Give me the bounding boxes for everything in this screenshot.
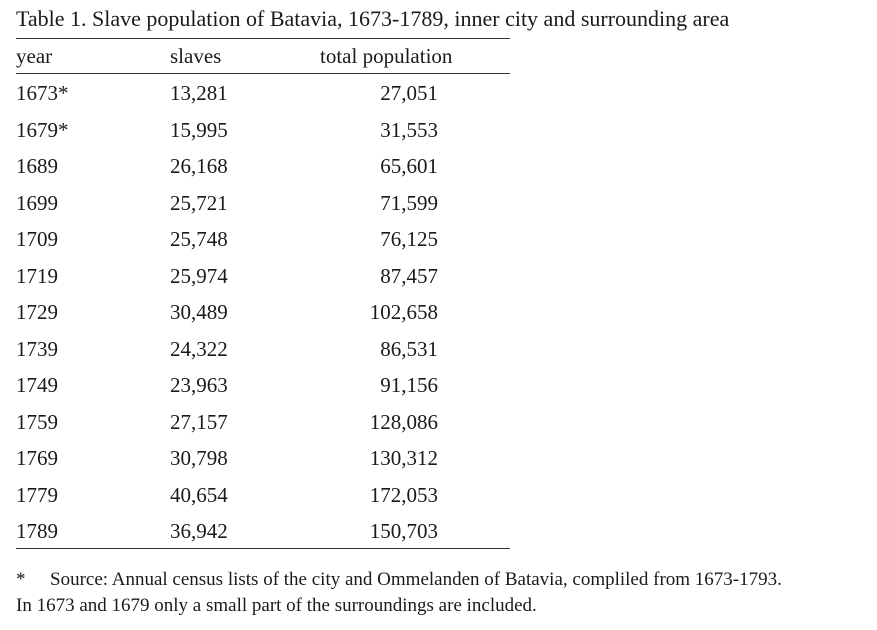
- table-row: [16, 187, 510, 219]
- cell-year: 1673*: [16, 81, 69, 105]
- cell-total-population: 102,658: [369, 300, 438, 324]
- cell-year: 1769: [16, 446, 58, 470]
- cell-slaves: 24,322: [170, 336, 228, 361]
- cell-year: 1729: [16, 300, 58, 324]
- table-footnote-line-1: [16, 567, 871, 593]
- table-bottom-rule: [16, 548, 510, 549]
- cell-slaves: 36,942: [170, 519, 228, 543]
- table-row: [16, 114, 510, 146]
- cell-slaves: 13,281: [170, 81, 228, 105]
- table-row: [16, 260, 510, 292]
- cell-total-population: 71,599: [380, 190, 438, 215]
- table-row: [16, 77, 510, 109]
- cell-year: 1709: [16, 227, 58, 251]
- table-row: [16, 479, 510, 511]
- header-total-population: total population: [320, 44, 453, 68]
- table-row: [16, 369, 510, 401]
- footnote-marker: *: [16, 569, 26, 590]
- cell-total-population: 172,053: [369, 482, 438, 507]
- cell-slaves: 27,157: [170, 409, 228, 434]
- cell-total-population: 87,457: [380, 263, 438, 288]
- table-row: [16, 406, 510, 438]
- cell-total-population: 76,125: [380, 227, 438, 251]
- cell-slaves: 25,721: [170, 190, 228, 215]
- header-year: year: [16, 44, 53, 68]
- header-slaves: slaves: [170, 44, 222, 68]
- table-row: [16, 150, 510, 182]
- cell-slaves: 25,974: [170, 263, 228, 288]
- table-row: [16, 333, 510, 365]
- table-row: [16, 223, 510, 255]
- cell-total-population: 91,156: [380, 373, 438, 397]
- cell-slaves: 25,748: [170, 227, 228, 251]
- cell-slaves: 26,168: [170, 154, 228, 178]
- cell-year: 1739: [16, 336, 58, 361]
- cell-year: 1749: [16, 373, 58, 397]
- cell-year: 1699: [16, 190, 58, 215]
- footnote-source-text: Source: Annual census lists of the city and Ommelanden of Batavia, compliled from 1673-1793.: [50, 569, 782, 590]
- cell-total-population: 27,051: [380, 81, 438, 105]
- table-header-row: [16, 40, 510, 72]
- cell-total-population: 130,312: [369, 446, 438, 470]
- table-header-rule: [16, 73, 510, 74]
- cell-slaves: 30,798: [170, 446, 228, 470]
- cell-total-population: 31,553: [380, 117, 438, 142]
- cell-year: 1719: [16, 263, 58, 288]
- cell-total-population: 150,703: [369, 519, 438, 543]
- cell-year: 1679*: [16, 117, 69, 142]
- cell-year: 1759: [16, 409, 58, 434]
- cell-slaves: 15,995: [170, 117, 228, 142]
- table-row: [16, 296, 510, 328]
- table-row: [16, 515, 510, 547]
- table-row: [16, 442, 510, 474]
- cell-slaves: 30,489: [170, 300, 228, 324]
- cell-total-population: 86,531: [380, 336, 438, 361]
- cell-year: 1689: [16, 154, 58, 178]
- cell-slaves: 40,654: [170, 482, 228, 507]
- table-caption: Table 1. Slave population of Batavia, 1673-1789, inner city and surrounding area: [16, 6, 730, 31]
- cell-year: 1789: [16, 519, 58, 543]
- table-top-rule: [16, 38, 510, 39]
- cell-slaves: 23,963: [170, 373, 228, 397]
- cell-year: 1779: [16, 482, 58, 507]
- cell-total-population: 65,601: [380, 154, 438, 178]
- cell-total-population: 128,086: [369, 409, 438, 434]
- table-footnote-line-2: In 1673 and 1679 only a small part of the surroundings are included.: [16, 595, 537, 616]
